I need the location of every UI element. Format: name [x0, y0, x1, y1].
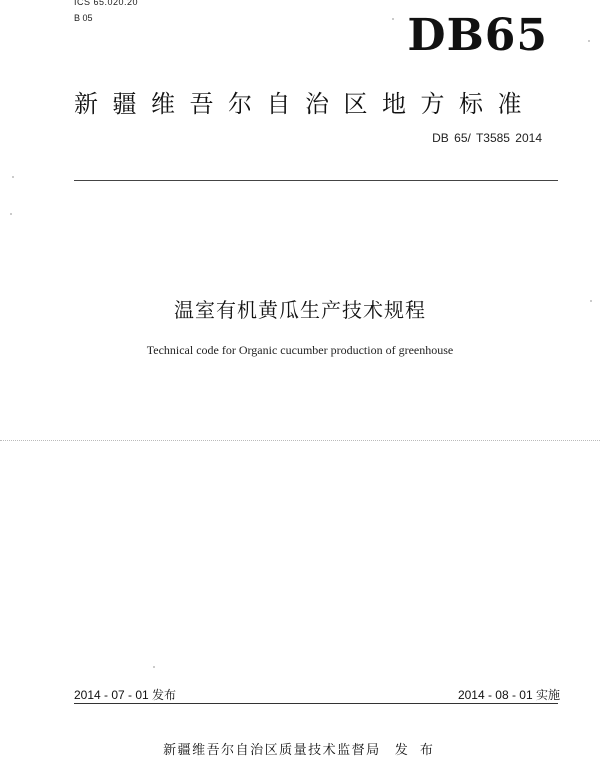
document-title-english: Technical code for Organic cucumber production of greenhouse — [146, 343, 454, 357]
implementation-date: 2014 - 08 - 01 实施 — [457, 688, 560, 702]
scan-speck — [10, 213, 12, 215]
issuing-authority — [0, 739, 600, 758]
issuer-organization: 新疆维吾尔自治区质量技术监督局 — [163, 743, 381, 758]
scan-speck — [392, 18, 394, 20]
ics-code: ICS 65.020.20 — [74, 0, 139, 7]
ccs-code: B 05 — [74, 13, 93, 23]
standard-number: DB 65/ T3585 2014 — [432, 131, 542, 145]
scan-speck — [588, 40, 590, 42]
scan-dot-line — [0, 440, 600, 441]
issuer-action: 发 布 — [394, 743, 437, 758]
document-title-chinese: 温室有机黄瓜生产技术规程 — [174, 298, 426, 322]
standard-code: DB65 — [407, 10, 548, 61]
issue-date: 2014 - 07 - 01 发布 — [74, 688, 177, 702]
scan-speck — [153, 666, 155, 668]
scan-speck — [12, 176, 14, 178]
footer-divider — [74, 703, 558, 704]
header-divider — [74, 180, 558, 181]
scan-speck — [590, 300, 592, 302]
standard-kind: 新疆维吾尔自治区地方标准 — [74, 90, 536, 118]
